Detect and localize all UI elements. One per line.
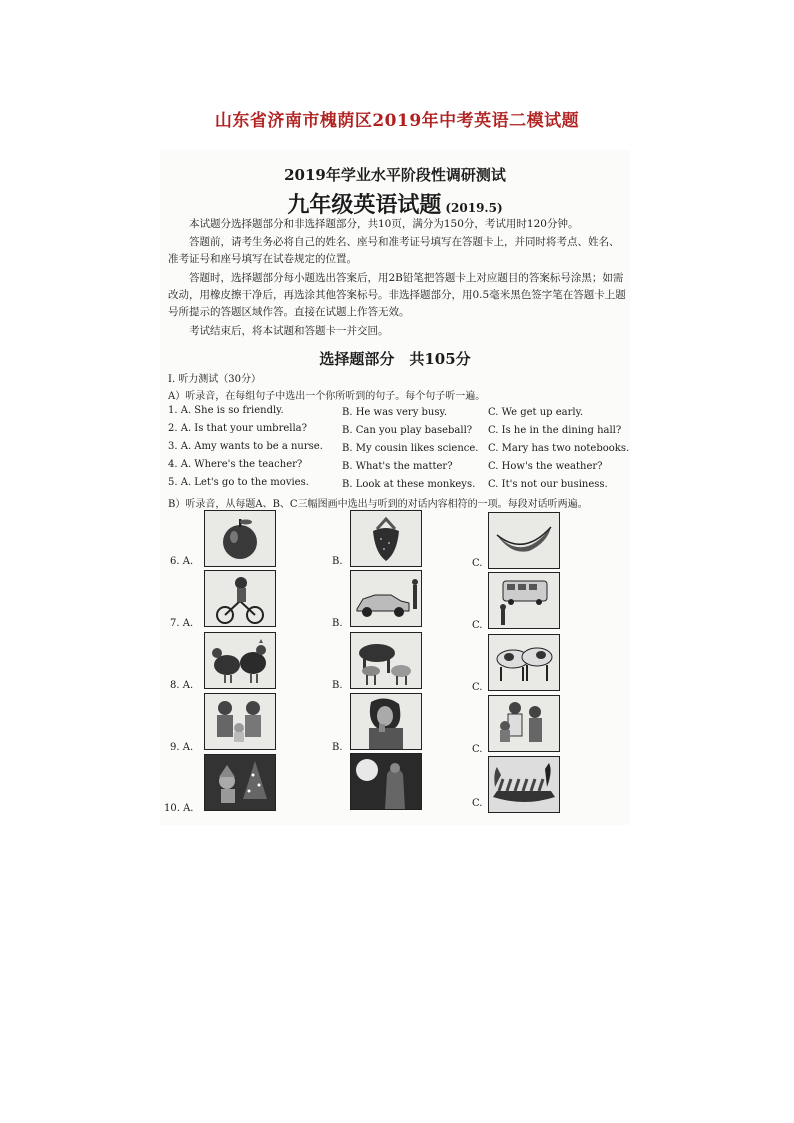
moon-night-icon: [350, 753, 422, 810]
question-1-c: C. We get up early.: [488, 407, 584, 418]
thinking-girl-icon: [350, 693, 422, 750]
question-4-a: 4. A. Where's the teacher?: [168, 459, 303, 470]
banana-icon: [488, 512, 560, 569]
question-6-c-label: C.: [472, 558, 483, 569]
question-4-b: B. What's the matter?: [342, 461, 453, 472]
scanned-exam-page: [160, 150, 630, 825]
exam-main-title: [160, 188, 630, 219]
question-5-b: B. Look at these monkeys.: [342, 479, 476, 490]
main-title-text: 九年级英语试题: [287, 192, 442, 218]
question-1-b: B. He was very busy.: [342, 407, 448, 418]
intro-paragraph-3: 答题时，选择题部分每小题选出答案后，用2B铅笔把答题卡上对应题目的答案标号涂黑；如需改动，用橡皮擦干净后，再选涂其他答案标号。非选择题部分，用0.5毫米黑色签字笔在答题卡上题号所提示的答题区域作答。直接在试题上作答无效。: [168, 272, 626, 318]
question-2-c: C. Is he in the dining hall?: [488, 425, 622, 436]
question-3-b: B. My cousin likes science.: [342, 443, 479, 454]
intro-paragraph-1: 本试题分选择题部分和非选择题部分，共10页，满分为150分，考试用时120分钟。: [189, 218, 579, 230]
question-3-c: C. Mary has two notebooks.: [488, 443, 630, 454]
car-icon: [350, 570, 422, 627]
question-3-a: 3. A. Amy wants to be a nurse.: [168, 441, 323, 452]
dragon-boat-icon: [488, 756, 560, 813]
bus-icon: [488, 572, 560, 629]
child-bicycle-icon: [204, 570, 276, 627]
question-2-b: B. Can you play baseball?: [342, 425, 473, 436]
question-5-a: 5. A. Let's go to the movies.: [168, 477, 309, 488]
question-8-label: 8. A.: [170, 680, 194, 691]
cow-calves-icon: [350, 632, 422, 689]
question-5-c: C. It's not our business.: [488, 479, 608, 490]
exam-date: (2019.5): [445, 201, 503, 215]
question-7-label: 7. A.: [170, 618, 194, 629]
strawberry-icon: [350, 510, 422, 567]
question-7-b-label: B.: [332, 618, 343, 629]
question-9-b-label: B.: [332, 742, 343, 753]
partA-instruction: A）听录音，在每组句子中选出一个你所听到的句子。每个句子听一遍。: [168, 391, 486, 402]
grandparents-baby-icon: [204, 693, 276, 750]
intro-paragraph-4: 考试结束后，将本试题和答题卡一并交回。: [189, 325, 389, 337]
question-8-b-label: B.: [332, 680, 343, 691]
question-6-b-label: B.: [332, 556, 343, 567]
question-7-c-label: C.: [472, 620, 483, 631]
cows-icon: [488, 634, 560, 691]
chickens-icon: [204, 632, 276, 689]
question-4-c: C. How's the weather?: [488, 461, 603, 472]
question-1-a: 1. A. She is so friendly.: [168, 405, 284, 416]
family-icon: [488, 695, 560, 752]
question-9-c-label: C.: [472, 744, 483, 755]
document-title: 山东省济南市槐荫区2019年中考英语二模试题: [214, 111, 580, 131]
question-10-label: 10. A.: [164, 803, 194, 814]
question-10-c-label: C.: [472, 798, 483, 809]
part1-heading: I. 听力测试（30分）: [168, 374, 262, 385]
apple-icon: [204, 510, 276, 567]
christmas-tree-icon: [204, 754, 276, 811]
exam-subtitle: 2019年学业水平阶段性调研测试: [284, 166, 506, 184]
intro-paragraph-2: 答题前，请考生务必将自己的姓名、座号和准考证号填写在答题卡上，并同时将考点、姓名、准考证号和座号填写在试卷规定的位置。: [168, 236, 620, 265]
section-title: 选择题部分 共105分: [319, 350, 471, 368]
partB-instruction: B）听录音，从每题A、B、C三幅图画中选出与听到的对话内容相符的一项。每段对话听两遍。: [168, 499, 588, 510]
question-6-label: 6. A.: [170, 556, 194, 567]
question-8-c-label: C.: [472, 682, 483, 693]
question-2-a: 2. A. Is that your umbrella?: [168, 423, 307, 434]
question-9-label: 9. A.: [170, 742, 194, 753]
